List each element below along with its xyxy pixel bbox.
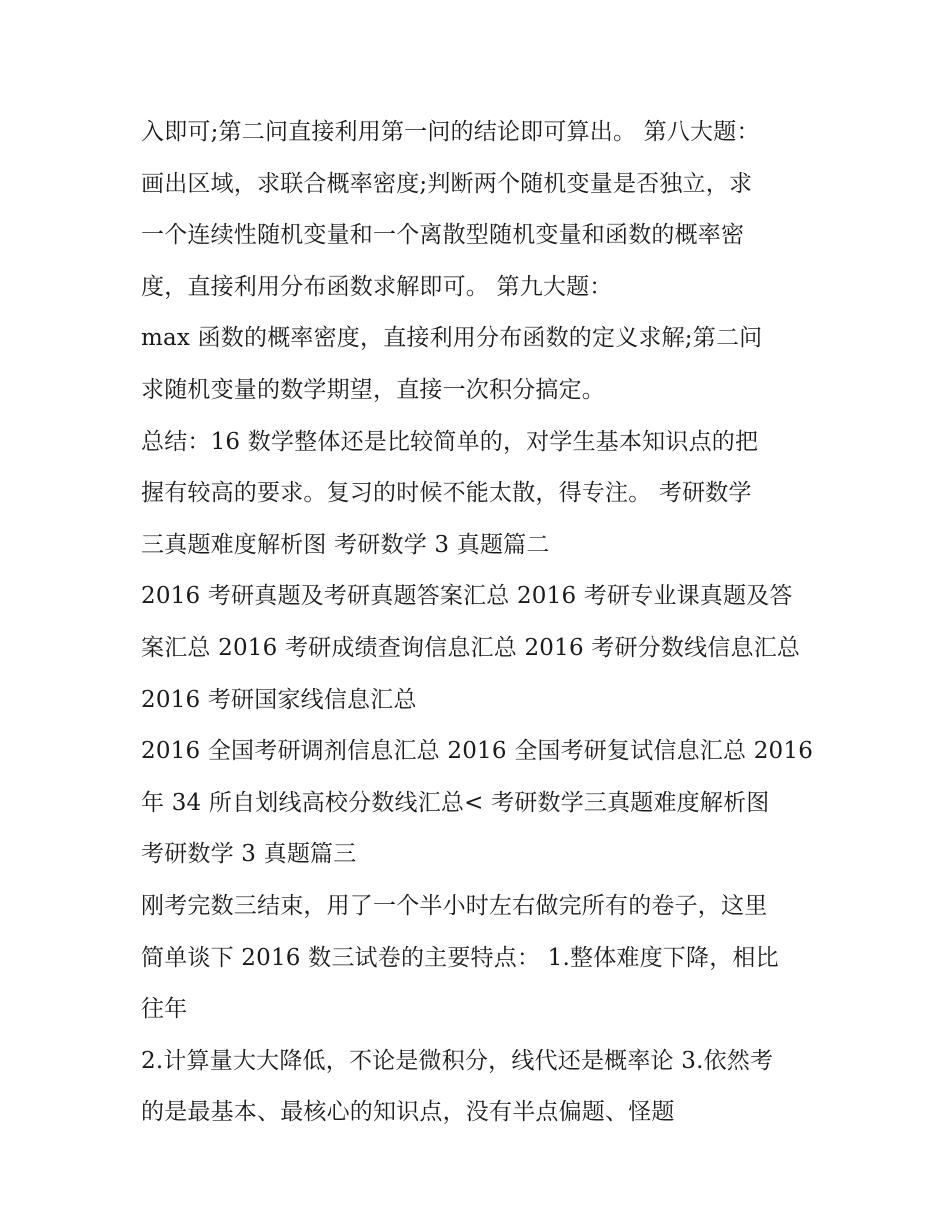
text-line: 2016 考研国家线信息汇总: [141, 686, 417, 713]
text-line: 三真题难度解析图 考研数学 3 真题篇二: [141, 531, 550, 558]
text-line: 一个连续性随机变量和一个离散型随机变量和函数的概率密: [141, 222, 745, 249]
text-line: 2016 全国考研调剂信息汇总 2016 全国考研复试信息汇总 2016: [141, 738, 814, 765]
body-text: [141, 107, 831, 1139]
text-line: 刚考完数三结束，用了一个半小时左右做完所有的卷子，这里: [141, 892, 768, 919]
text-line: 考研数学 3 真题篇三: [141, 841, 357, 868]
text-line: max 函数的概率密度，直接利用分布函数的定义求解;第二问: [141, 325, 763, 352]
text-line: 的是最基本、最核心的知识点，没有半点偏题、怪题: [141, 1099, 675, 1126]
text-line: 案汇总 2016 考研成绩查询信息汇总 2016 考研分数线信息汇总: [141, 634, 801, 661]
text-line: 度，直接利用分布函数求解即可。 第九大题：: [141, 273, 613, 300]
text-line: 求随机变量的数学期望，直接一次积分搞定。: [141, 376, 605, 403]
text-line: 总结：16 数学整体还是比较简单的，对学生基本知识点的把: [141, 428, 759, 455]
text-line: 2016 考研真题及考研真题答案汇总 2016 考研专业课真题及答: [141, 583, 793, 610]
text-line: 年 34 所自划线高校分数线汇总< 考研数学三真题难度解析图: [141, 789, 770, 816]
text-line: 画出区域，求联合概率密度;判断两个随机变量是否独立，求: [141, 170, 753, 197]
text-line: 简单谈下 2016 数三试卷的主要特点： 1.整体难度下降，相比: [141, 944, 779, 971]
text-line: 入即可;第二问直接利用第一问的结论即可算出。 第八大题：: [141, 119, 760, 145]
text-line: 握有较高的要求。复习的时候不能太散，得专注。 考研数学: [141, 480, 752, 507]
text-line: 2.计算量大大降低，不论是微积分，线代还是概率论 3.依然考: [141, 1047, 774, 1074]
text-line: 往年: [141, 996, 188, 1023]
